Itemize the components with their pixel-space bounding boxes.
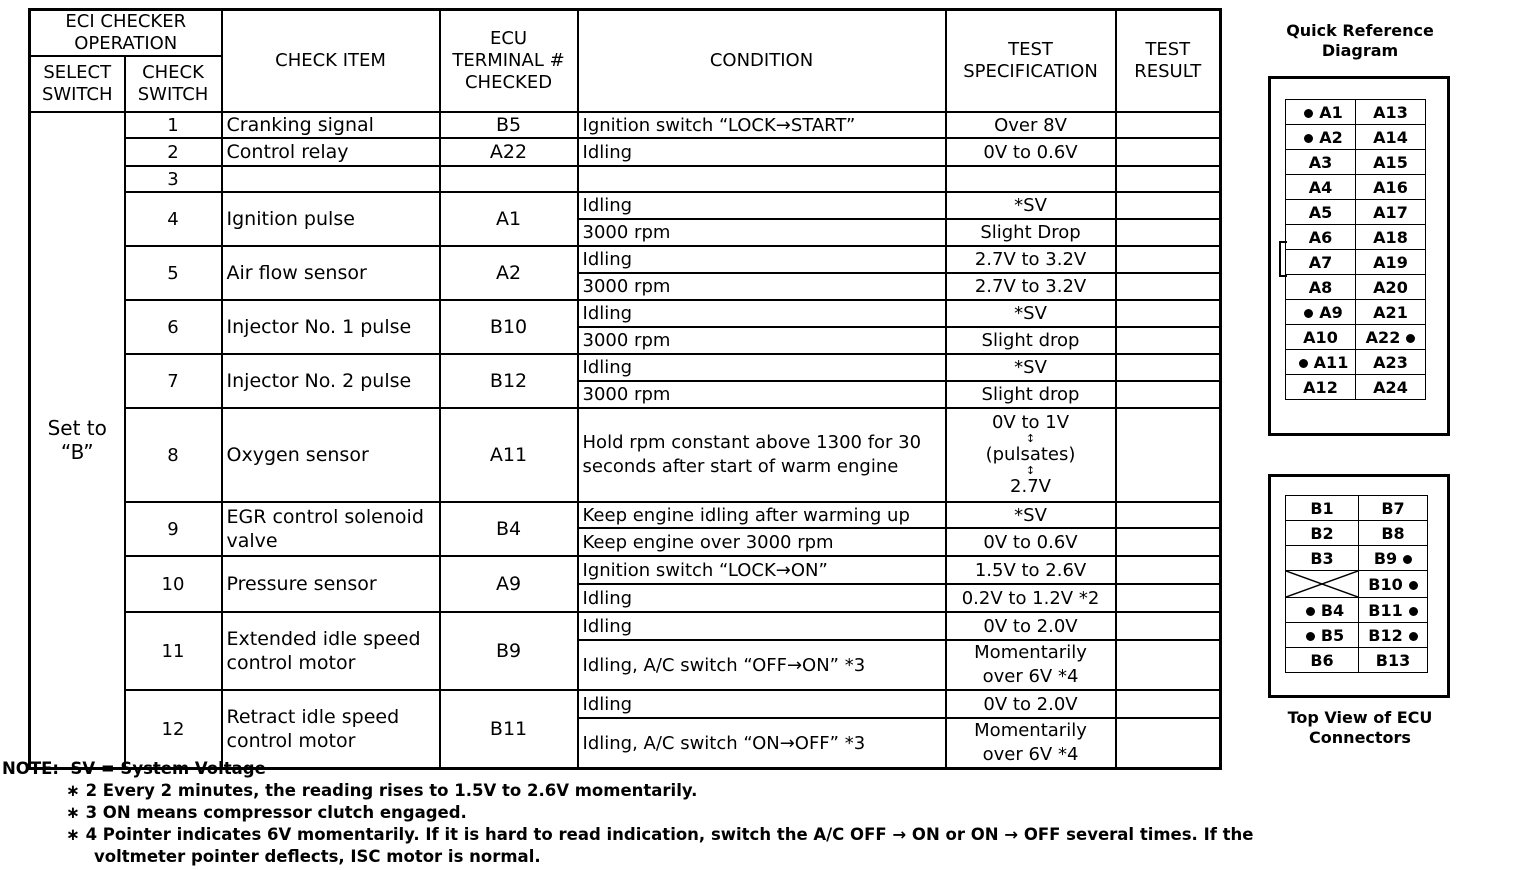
table-row bbox=[30, 138, 1221, 166]
pin-label: B4 bbox=[1320, 600, 1345, 620]
pin-cell bbox=[1286, 375, 1356, 400]
condition: Idling bbox=[578, 246, 946, 273]
check-switch-number: 11 bbox=[125, 612, 222, 690]
pin-cell bbox=[1359, 623, 1428, 648]
pin-label: A22 bbox=[1365, 327, 1401, 347]
connector-row bbox=[1286, 225, 1426, 250]
test-specification: *SV bbox=[946, 502, 1116, 528]
pin-label: A13 bbox=[1373, 102, 1408, 122]
table-row bbox=[30, 166, 1221, 192]
connector-row bbox=[1286, 325, 1426, 350]
pin-label: A14 bbox=[1373, 127, 1408, 147]
test-specification: 0.2V to 1.2V *2 bbox=[946, 584, 1116, 612]
condition: Idling, A/C switch “ON→OFF” *3 bbox=[578, 718, 946, 769]
test-result-cell[interactable] bbox=[1116, 327, 1221, 354]
pin-cell bbox=[1286, 598, 1359, 623]
cross-icon bbox=[1286, 571, 1358, 597]
pin-cell bbox=[1359, 571, 1428, 598]
check-switch-number: 1 bbox=[125, 112, 222, 138]
spec-line: (pulsates) bbox=[985, 444, 1076, 465]
pin-label: A2 bbox=[1319, 127, 1343, 147]
condition: Ignition switch “LOCK→ON” bbox=[578, 556, 946, 584]
pin-dot-icon bbox=[1304, 309, 1313, 318]
table-row bbox=[30, 300, 1221, 327]
connector-b-grid bbox=[1285, 495, 1428, 673]
pin-dot-icon bbox=[1409, 632, 1418, 641]
pin-label: A16 bbox=[1373, 177, 1408, 197]
pin-cell bbox=[1286, 275, 1356, 300]
pin-cell bbox=[1356, 275, 1426, 300]
pin-cell bbox=[1286, 200, 1356, 225]
connector-row bbox=[1286, 521, 1428, 546]
pin-label: B6 bbox=[1310, 650, 1334, 670]
pin-cell bbox=[1286, 521, 1359, 546]
condition: Idling bbox=[578, 612, 946, 640]
pin-label: B2 bbox=[1310, 523, 1334, 543]
pin-cell bbox=[1356, 250, 1426, 275]
pin-dot-icon bbox=[1299, 359, 1308, 368]
pin-label: B10 bbox=[1368, 574, 1403, 594]
pin-cell bbox=[1356, 125, 1426, 150]
check-item: Retract idle speed control motor bbox=[222, 690, 440, 769]
pin-cell bbox=[1286, 125, 1356, 150]
pin-dot-icon bbox=[1409, 581, 1418, 590]
ecu-terminal: A11 bbox=[440, 408, 578, 502]
pin-cell bbox=[1356, 350, 1426, 375]
test-specification bbox=[946, 408, 1116, 502]
note-4: ∗ 4 Pointer indicates 6V momentarily. If it is hard to read indication, switch the A/C OFF → ON or ON → OFF several times. If the bbox=[66, 825, 1254, 844]
pin-cell bbox=[1356, 150, 1426, 175]
test-result-cell[interactable] bbox=[1116, 640, 1221, 690]
ecu-terminal-header: ECU TERMINAL # CHECKED bbox=[440, 10, 578, 113]
connector-row bbox=[1286, 150, 1426, 175]
pin-label: B11 bbox=[1368, 600, 1403, 620]
pin-label: A1 bbox=[1319, 102, 1343, 122]
ecu-terminal: B12 bbox=[440, 354, 578, 408]
connector-row bbox=[1286, 175, 1426, 200]
check-switch-number: 6 bbox=[125, 300, 222, 354]
pin-cell bbox=[1359, 598, 1428, 623]
pin-label: A21 bbox=[1373, 302, 1408, 322]
condition: Idling bbox=[578, 192, 946, 219]
pin-cell bbox=[1356, 300, 1426, 325]
select-switch-value: Set to “B” bbox=[30, 112, 125, 769]
pin-label: A12 bbox=[1303, 377, 1338, 397]
condition: 3000 rpm bbox=[578, 219, 946, 246]
pin-label: A9 bbox=[1319, 302, 1343, 322]
note-label: NOTE: bbox=[2, 759, 59, 778]
pin-label: B5 bbox=[1320, 625, 1345, 645]
test-result-cell[interactable] bbox=[1116, 300, 1221, 327]
pin-label: A20 bbox=[1373, 277, 1408, 297]
check-switch-number: 4 bbox=[125, 192, 222, 246]
test-specification: 0V to 0.6V bbox=[946, 138, 1116, 166]
check-switch-header: CHECK SWITCH bbox=[125, 56, 222, 112]
pin-label: A10 bbox=[1303, 327, 1338, 347]
check-switch-number: 10 bbox=[125, 556, 222, 612]
condition: 3000 rpm bbox=[578, 327, 946, 354]
pin-cell bbox=[1286, 648, 1359, 673]
pin-cell bbox=[1286, 496, 1359, 521]
connector-row bbox=[1286, 623, 1428, 648]
connector-row bbox=[1286, 200, 1426, 225]
connector-row bbox=[1286, 275, 1426, 300]
pin-cell bbox=[1286, 150, 1356, 175]
ecu-terminal: B9 bbox=[440, 612, 578, 690]
pin-label: A18 bbox=[1373, 227, 1408, 247]
ecu-terminal: B10 bbox=[440, 300, 578, 354]
pin-dot-icon bbox=[1304, 134, 1313, 143]
test-specification: Momentarily over 6V *4 bbox=[946, 640, 1116, 690]
connector-row bbox=[1286, 100, 1426, 125]
test-specification: 0V to 2.0V bbox=[946, 690, 1116, 718]
condition: Idling bbox=[578, 690, 946, 718]
pin-cell bbox=[1286, 225, 1356, 250]
connector-row bbox=[1286, 648, 1428, 673]
note-sv bbox=[2, 758, 1232, 780]
spec-line: 2.7V bbox=[1010, 476, 1051, 497]
test-result-cell[interactable] bbox=[1116, 690, 1221, 718]
connector-b-outline bbox=[1268, 474, 1450, 698]
pin-cell bbox=[1286, 350, 1356, 375]
test-specification-header: TEST SPECIFICATION bbox=[946, 10, 1116, 113]
condition: 3000 rpm bbox=[578, 381, 946, 408]
condition: Keep engine over 3000 rpm bbox=[578, 528, 946, 556]
connector-row bbox=[1286, 375, 1426, 400]
check-item: Oxygen sensor bbox=[222, 408, 440, 502]
test-result-cell[interactable] bbox=[1116, 112, 1221, 138]
note-3: ∗ 3 ON means compressor clutch engaged. bbox=[66, 803, 467, 822]
pin-label: A15 bbox=[1373, 152, 1408, 172]
arrow-icon: ↕ bbox=[1025, 432, 1036, 445]
pin-label: A23 bbox=[1373, 352, 1408, 372]
pin-label: A4 bbox=[1308, 177, 1333, 197]
pin-cell bbox=[1356, 375, 1426, 400]
table-row bbox=[30, 192, 1221, 219]
test-result-cell[interactable] bbox=[1116, 219, 1221, 246]
test-specification: 0V to 2.0V bbox=[946, 612, 1116, 640]
pin-label: B13 bbox=[1375, 650, 1411, 670]
test-specification: Over 8V bbox=[946, 112, 1116, 138]
pin-label: A6 bbox=[1308, 227, 1333, 247]
pin-label: A7 bbox=[1308, 252, 1333, 272]
pin-cell bbox=[1359, 546, 1428, 571]
table-row bbox=[30, 408, 1221, 502]
ecu-terminal bbox=[440, 166, 578, 192]
connector-row bbox=[1286, 571, 1428, 598]
check-switch-number: 3 bbox=[125, 166, 222, 192]
test-result-cell[interactable] bbox=[1116, 528, 1221, 556]
test-specification: 2.7V to 3.2V bbox=[946, 273, 1116, 300]
check-item: Air flow sensor bbox=[222, 246, 440, 300]
pin-dot-icon bbox=[1403, 555, 1412, 564]
pin-cell bbox=[1356, 100, 1426, 125]
pin-cell bbox=[1359, 521, 1428, 546]
arrow-icon: ↕ bbox=[1025, 464, 1036, 477]
condition-header: CONDITION bbox=[578, 10, 946, 113]
note-sv-text: SV = System Voltage bbox=[70, 759, 266, 778]
pin-label: B12 bbox=[1368, 625, 1403, 645]
check-item: Injector No. 1 pulse bbox=[222, 300, 440, 354]
test-specification: Slight drop bbox=[946, 381, 1116, 408]
ecu-terminal: A22 bbox=[440, 138, 578, 166]
test-specification: *SV bbox=[946, 192, 1116, 219]
condition bbox=[578, 166, 946, 192]
test-result-cell[interactable] bbox=[1116, 273, 1221, 300]
table-row bbox=[30, 556, 1221, 584]
spec-line: 0V to 1V bbox=[991, 412, 1070, 433]
note-4-continued: voltmeter pointer deflects, ISC motor is normal. bbox=[94, 847, 541, 866]
table-row bbox=[30, 612, 1221, 640]
check-item bbox=[222, 166, 440, 192]
check-item: Extended idle speed control motor bbox=[222, 612, 440, 690]
pin-cell bbox=[1356, 225, 1426, 250]
connector-row bbox=[1286, 496, 1428, 521]
connector-a-grid bbox=[1285, 99, 1426, 400]
test-specification: 2.7V to 3.2V bbox=[946, 246, 1116, 273]
test-result-cell[interactable] bbox=[1116, 612, 1221, 640]
check-item: Cranking signal bbox=[222, 112, 440, 138]
test-specification: *SV bbox=[946, 300, 1116, 327]
connector-row bbox=[1286, 546, 1428, 571]
pin-label: B1 bbox=[1310, 498, 1334, 518]
condition: Keep engine idling after warming up bbox=[578, 502, 946, 528]
eci-checker-table bbox=[28, 8, 1222, 770]
test-result-cell[interactable] bbox=[1116, 502, 1221, 528]
ecu-terminal: A2 bbox=[440, 246, 578, 300]
table-row bbox=[30, 246, 1221, 273]
pin-cell bbox=[1286, 325, 1356, 350]
pin-label: B9 bbox=[1373, 548, 1398, 568]
table-row bbox=[30, 112, 1221, 138]
check-switch-number: 12 bbox=[125, 690, 222, 769]
pin-dot-icon bbox=[1409, 607, 1418, 616]
note-2: ∗ 2 Every 2 minutes, the reading rises to 1.5V to 2.6V momentarily. bbox=[66, 781, 698, 800]
test-result-cell[interactable] bbox=[1116, 246, 1221, 273]
table-row bbox=[30, 354, 1221, 381]
notes bbox=[2, 758, 1254, 868]
test-result-cell[interactable] bbox=[1116, 556, 1221, 584]
condition: Ignition switch “LOCK→START” bbox=[578, 112, 946, 138]
test-result-cell[interactable] bbox=[1116, 381, 1221, 408]
pin-cell bbox=[1286, 571, 1359, 598]
test-specification: Slight drop bbox=[946, 327, 1116, 354]
connector-row bbox=[1286, 300, 1426, 325]
pin-cell bbox=[1356, 325, 1426, 350]
check-item-header: CHECK ITEM bbox=[222, 10, 440, 113]
table-row bbox=[30, 690, 1221, 718]
table-row bbox=[30, 502, 1221, 528]
condition: Idling, A/C switch “OFF→ON” *3 bbox=[578, 640, 946, 690]
test-specification: 1.5V to 2.6V bbox=[946, 556, 1116, 584]
quick-reference-title: Quick Reference Diagram bbox=[1286, 21, 1434, 60]
test-result-cell[interactable] bbox=[1116, 354, 1221, 381]
table-body bbox=[30, 112, 1221, 769]
pin-dot-icon bbox=[1304, 109, 1313, 118]
connector-row bbox=[1286, 250, 1426, 275]
pin-label: A11 bbox=[1313, 352, 1349, 372]
condition: Idling bbox=[578, 354, 946, 381]
pin-cell bbox=[1286, 175, 1356, 200]
condition: Idling bbox=[578, 584, 946, 612]
check-item: Control relay bbox=[222, 138, 440, 166]
check-item: Injector No. 2 pulse bbox=[222, 354, 440, 408]
ecu-terminal: A1 bbox=[440, 192, 578, 246]
ecu-terminal: B4 bbox=[440, 502, 578, 556]
test-specification: Slight Drop bbox=[946, 219, 1116, 246]
pin-cell bbox=[1286, 546, 1359, 571]
check-switch-number: 9 bbox=[125, 502, 222, 556]
test-result-cell[interactable] bbox=[1116, 192, 1221, 219]
select-switch-header: SELECT SWITCH bbox=[30, 56, 125, 112]
connector-row bbox=[1286, 350, 1426, 375]
ecu-terminal: B11 bbox=[440, 690, 578, 769]
pin-label: A19 bbox=[1373, 252, 1408, 272]
pin-label: A17 bbox=[1373, 202, 1408, 222]
test-result-cell[interactable] bbox=[1116, 584, 1221, 612]
pin-label: B3 bbox=[1310, 548, 1334, 568]
pin-label: B8 bbox=[1381, 523, 1405, 543]
test-specification: *SV bbox=[946, 354, 1116, 381]
check-item: EGR control solenoid valve bbox=[222, 502, 440, 556]
test-specification: Momentarily over 6V *4 bbox=[946, 718, 1116, 769]
check-switch-number: 2 bbox=[125, 138, 222, 166]
pin-dot-icon bbox=[1306, 632, 1315, 641]
pin-dot-icon bbox=[1306, 607, 1315, 616]
pin-cell bbox=[1359, 648, 1428, 673]
test-result-cell[interactable] bbox=[1116, 408, 1221, 502]
connector-caption: Top View of ECU Connectors bbox=[1287, 708, 1433, 747]
condition: 3000 rpm bbox=[578, 273, 946, 300]
condition: Idling bbox=[578, 300, 946, 327]
pin-label: A24 bbox=[1373, 377, 1408, 397]
pin-label: A5 bbox=[1308, 202, 1333, 222]
pin-cell bbox=[1286, 300, 1356, 325]
test-specification: 0V to 0.6V bbox=[946, 528, 1116, 556]
check-switch-number: 8 bbox=[125, 408, 222, 502]
pin-cell bbox=[1286, 100, 1356, 125]
connector-a-outline bbox=[1268, 76, 1450, 436]
ecu-terminal: A9 bbox=[440, 556, 578, 612]
connector-row bbox=[1286, 598, 1428, 623]
pin-cell bbox=[1286, 250, 1356, 275]
pin-dot-icon bbox=[1406, 334, 1415, 343]
pin-cell bbox=[1359, 496, 1428, 521]
condition: Hold rpm constant above 1300 for 30 seconds after start of warm engine bbox=[578, 408, 946, 502]
eci-checker-operation-header: ECI CHECKER OPERATION bbox=[30, 10, 222, 57]
test-specification bbox=[946, 166, 1116, 192]
check-item: Ignition pulse bbox=[222, 192, 440, 246]
pin-cell bbox=[1286, 623, 1359, 648]
pin-label: A8 bbox=[1308, 277, 1333, 297]
check-switch-number: 7 bbox=[125, 354, 222, 408]
test-result-header: TEST RESULT bbox=[1116, 10, 1221, 113]
pin-cell bbox=[1356, 175, 1426, 200]
connector-row bbox=[1286, 125, 1426, 150]
condition: Idling bbox=[578, 138, 946, 166]
ecu-terminal: B5 bbox=[440, 112, 578, 138]
test-result-cell[interactable] bbox=[1116, 166, 1221, 192]
test-result-cell[interactable] bbox=[1116, 138, 1221, 166]
check-switch-number: 5 bbox=[125, 246, 222, 300]
pin-cell bbox=[1356, 200, 1426, 225]
check-item: Pressure sensor bbox=[222, 556, 440, 612]
pin-label: B7 bbox=[1381, 498, 1405, 518]
pin-label: A3 bbox=[1308, 152, 1333, 172]
